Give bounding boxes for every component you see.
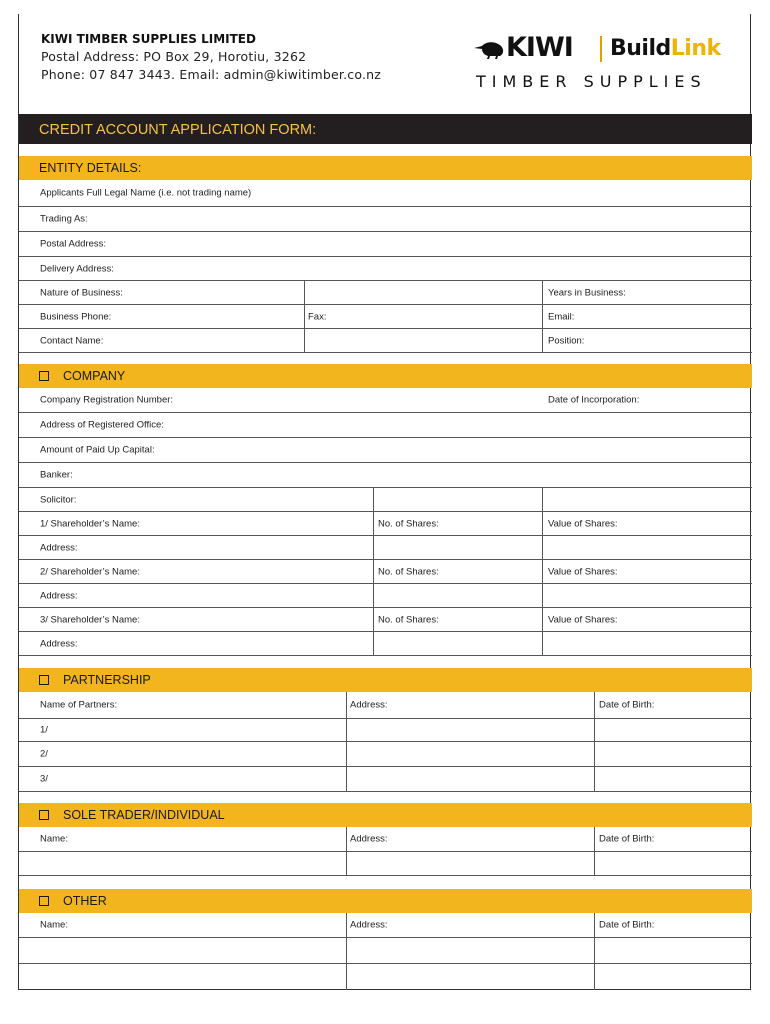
logo-build: Build [610,36,671,61]
other-entry-row-1[interactable] [19,938,752,964]
logo-tagline: TIMBER SUPPLIES [476,72,707,91]
solicitor-row[interactable] [19,488,752,512]
other-dob-label: Date of Birth: [599,919,655,931]
contact-name-label: Contact Name: [40,335,104,346]
kiwi-buildlink-logo [472,32,734,92]
sole-trader-name-label: Name: [40,833,68,845]
shareholder-1-address-label: Address: [40,542,78,553]
partners-dob-label: Date of Birth: [599,699,655,711]
partnership-header-row [19,692,752,719]
paid-up-capital-label: Amount of Paid Up Capital: [40,444,155,456]
shareholder-1-shares-label: No. of Shares: [378,518,439,529]
solicitor-label: Solicitor: [40,494,77,505]
registered-office-label: Address of Registered Office: [40,419,164,431]
partner-1-label: 1/ [40,724,48,736]
banker-label: Banker: [40,469,73,481]
contact-name-row[interactable] [19,329,752,353]
contact-line: Phone: 07 847 3443. Email: admin@kiwitimber.co.nz [41,67,382,82]
date-incorporation-label: Date of Incorporation: [548,394,640,406]
logo-link: Link [670,36,721,61]
other-entry-row-2[interactable] [19,964,752,990]
shareholder-3-shares-label: No. of Shares: [378,614,439,625]
business-phone-label: Business Phone: [40,311,112,322]
shareholder-3-row[interactable] [19,608,752,632]
partners-name-label: Name of Partners: [40,699,118,711]
shareholder-1-name-label: 1/ Shareholder’s Name: [40,518,140,529]
sole-trader-heading-text: SOLE TRADER/INDIVIDUAL [63,808,225,822]
postal-address-line: Postal Address: PO Box 29, Horotiu, 3262 [41,49,307,64]
partners-address-label: Address: [350,699,388,711]
shareholder-1-value-label: Value of Shares: [548,518,618,529]
shareholder-2-shares-label: No. of Shares: [378,566,439,577]
shareholder-3-address-label: Address: [40,638,78,649]
company-reg-row[interactable] [19,388,752,413]
partner-2-label: 2/ [40,748,48,760]
shareholder-3-value-label: Value of Shares: [548,614,618,625]
trading-as-row[interactable] [19,207,752,232]
shareholder-2-name-label: 2/ Shareholder’s Name: [40,566,140,577]
logo-buildlink-text [610,36,721,61]
sole-trader-heading [19,803,752,827]
sole-trader-header-row [19,827,752,852]
partner-row-2[interactable] [19,742,752,767]
banker-row[interactable] [19,463,752,488]
sole-trader-dob-label: Date of Birth: [599,833,655,845]
partnership-heading [19,668,752,692]
kiwi-bird-icon [472,38,506,60]
entity-details-heading [19,156,752,180]
partner-3-label: 3/ [40,773,48,785]
shareholder-3-address-row[interactable] [19,632,752,656]
sole-trader-address-label: Address: [350,833,388,845]
other-heading-text: OTHER [63,894,107,908]
logo-kiwi-text: KIWI [506,32,573,63]
sole-trader-checkbox[interactable] [39,810,49,820]
company-name: KIWI TIMBER SUPPLIES LIMITED [41,32,256,46]
position-label: Position: [548,335,585,346]
sole-trader-entry-row[interactable] [19,852,752,876]
company-reg-number-label: Company Registration Number: [40,394,174,406]
form-title: CREDIT ACCOUNT APPLICATION FORM: [19,114,752,144]
other-checkbox[interactable] [39,896,49,906]
company-checkbox[interactable] [39,371,49,381]
other-name-label: Name: [40,919,68,931]
shareholder-3-name-label: 3/ Shareholder’s Name: [40,614,140,625]
nature-of-business-row[interactable] [19,281,752,305]
business-phone-row[interactable] [19,305,752,329]
trading-as-label: Trading As: [40,213,88,225]
form-page [18,14,751,990]
other-heading [19,889,752,913]
logo-separator [600,36,602,62]
full-legal-name-row[interactable] [19,180,752,207]
fax-label: Fax: [308,311,327,322]
partnership-checkbox[interactable] [39,675,49,685]
partner-row-3[interactable] [19,767,752,792]
paid-up-capital-row[interactable] [19,438,752,463]
nature-of-business-label: Nature of Business: [40,287,123,298]
registered-office-row[interactable] [19,413,752,438]
postal-address-row[interactable] [19,232,752,257]
years-in-business-label: Years in Business: [548,287,626,298]
other-header-row [19,913,752,938]
other-address-label: Address: [350,919,388,931]
company-heading-text: COMPANY [63,369,126,383]
shareholder-2-value-label: Value of Shares: [548,566,618,577]
shareholder-1-address-row[interactable] [19,536,752,560]
shareholder-1-row[interactable] [19,512,752,536]
company-heading [19,364,752,388]
full-legal-name-label: Applicants Full Legal Name (i.e. not trading name) [40,187,252,199]
delivery-address-row[interactable] [19,257,752,281]
email-label: Email: [548,311,575,322]
shareholder-2-row[interactable] [19,560,752,584]
company-details [41,32,381,82]
shareholder-2-address-label: Address: [40,590,78,601]
postal-address-label: Postal Address: [40,238,107,250]
partnership-heading-text: PARTNERSHIP [63,673,151,687]
entity-heading-text: ENTITY DETAILS: [39,161,142,175]
shareholder-2-address-row[interactable] [19,584,752,608]
partner-row-1[interactable] [19,719,752,742]
delivery-address-label: Delivery Address: [40,263,114,274]
